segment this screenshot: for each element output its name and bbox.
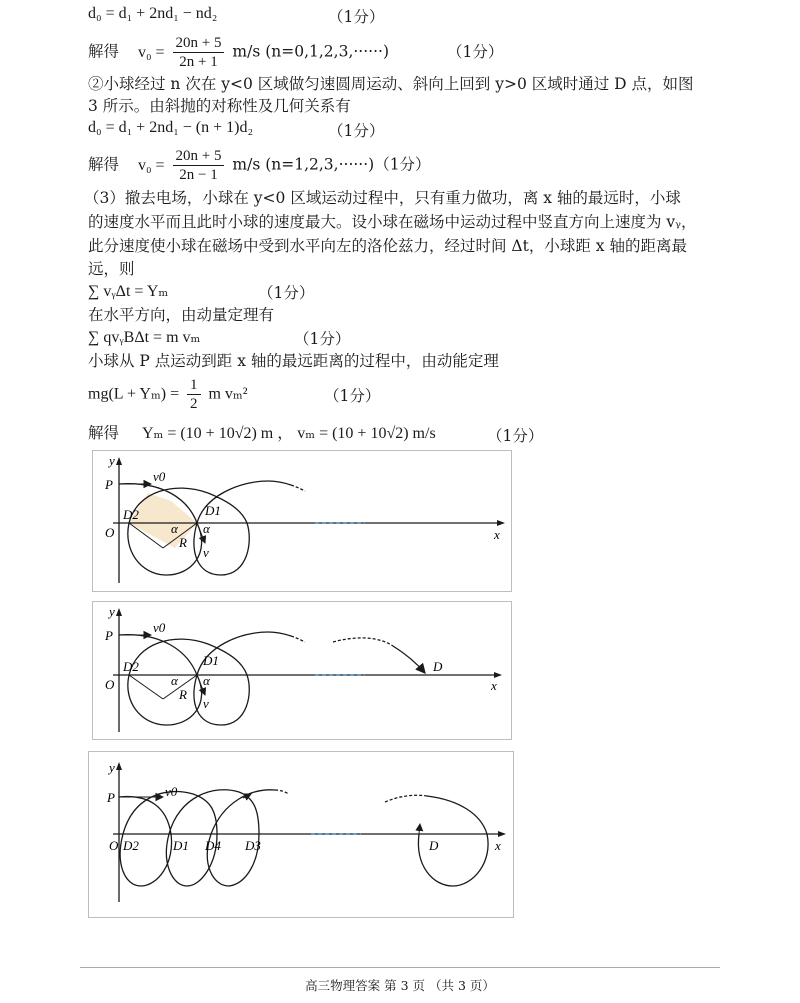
trajectory-continuation [291,485,305,491]
energy-rhs: m vₘ² [208,385,248,403]
fraction-denominator: 2 [190,396,198,412]
solution-prefix: 解得 [88,155,120,174]
score-mark: （1分） [328,8,385,26]
equation-momentum: ∑ qvᵧBΔt = m vₘ [88,329,201,346]
x-axis-label: x [491,678,497,693]
fraction-numerator: 20n + 5 [173,147,225,166]
origin-label: O [105,525,115,540]
solution-b [88,147,431,184]
score-mark: （1分） [487,427,544,445]
point-p-label: P [105,477,113,492]
part3-line-6: 小球从 P 点运动到距 x 轴的最远距离的过程中，由动能定理 [88,352,499,370]
figure-2 [92,601,512,740]
solution-prefix: 解得 [88,42,120,61]
fraction [173,34,225,71]
y-axis-label: y [109,604,115,619]
fraction [173,147,225,184]
x-axis-label: x [495,838,501,853]
origin-label: O [105,677,115,692]
v0-label: v0 [165,784,178,799]
radius-label: R [179,687,187,702]
velocity-label: v [203,545,209,560]
angle-label: α [171,673,178,688]
solution-tail: m/s (n=1,2,3,······)（1分） [232,155,431,174]
radius-label: R [179,535,187,550]
fraction-numerator: 1 [187,376,201,395]
part3-line-5: 在水平方向，由动量定理有 [88,306,275,324]
figure-3 [88,751,514,918]
fraction [187,376,201,413]
approach-dash [385,795,427,802]
angle-label: α [203,521,210,536]
approach-arrow [393,646,425,673]
page-footer: 高三物理答案 第 3 页 （共 3 页） [305,978,495,993]
solution-a [88,34,389,71]
point-d4-label: D4 [205,838,221,853]
x-axis-arrow-icon [498,831,506,837]
equation-d0-b: d₀ = d₁ + 2nd₁ − (n + 1)d₂ [88,119,254,136]
point-d3-label: D3 [245,838,261,853]
v0-label: v0 [153,469,166,484]
y-axis-label: y [109,453,115,468]
point-d2-label: D2 [123,659,139,674]
point-p-label: P [105,628,113,643]
x-axis-label: x [494,527,500,542]
point-d1-label: D1 [203,653,219,668]
solution-lhs: v₀ = [137,43,165,61]
y-axis-arrow-icon [116,457,122,465]
velocity-label: v [203,696,209,711]
part3-line-4: 远，则 [88,260,135,278]
solution-c [88,422,436,445]
solution-body: Yₘ = (10 + 10√2) m ， vₘ = (10 + 10√2) m/s [141,425,436,442]
angle-label: α [171,521,178,536]
point-p-label: P [107,790,115,805]
point-d2-label: D2 [123,507,139,522]
footer-rule [80,967,720,968]
solution-tail: m/s (n=0,1,2,3,······) [232,42,389,61]
point-d1-label: D1 [173,838,189,853]
v0-label: v0 [153,620,166,635]
final-arrow [419,824,420,834]
part3-line-3: 此分速度使小球在磁场中受到水平向左的洛伦兹力，经过时间 Δt，小球距 x 轴的距离最 [88,237,687,255]
trajectory-continuation [291,636,305,642]
fraction-denominator: 2n + 1 [179,54,218,70]
y-axis-arrow-icon [116,608,122,616]
case2-line-1: ②小球经过 n 次在 y<0 区域做匀速圆周运动、斜向上回到 y>0 区域时通过 D 点，如图 [88,75,694,93]
fraction-numerator: 20n + 5 [173,34,225,53]
solution-lhs: v₀ = [137,156,165,174]
fraction-denominator: 2n − 1 [179,167,218,183]
trajectory-continuation [275,790,289,794]
score-mark: （1分） [324,387,381,405]
equation-d0-a: d₀ = d₁ + 2nd₁ − nd₂ [88,5,218,22]
figure-1 [92,450,512,592]
point-d-label: D [429,838,439,853]
radius-line [129,675,163,699]
point-d1-label: D1 [205,503,221,518]
case2-line-2: 3 所示。由斜抛的对称性及几何关系有 [88,97,351,115]
equation-energy [88,376,248,413]
energy-lhs: mg(L + Yₘ) = [88,385,180,403]
solution-prefix: 解得 [88,424,120,442]
score-mark: （1分） [258,284,315,302]
y-axis-arrow-icon [116,762,122,770]
x-axis-arrow-icon [497,520,505,526]
origin-label: O [109,838,119,853]
point-d-label: D [433,659,443,674]
score-mark: （1分） [294,330,351,348]
part3-line-1: （3）撤去电场，小球在 y<0 区域运动过程中，只有重力做功，离 x 轴的最远时，小球 [84,189,681,207]
equation-sum-vy: ∑ vᵧΔt = Yₘ [88,283,169,300]
angle-label: α [203,673,210,688]
point-d2-label: D2 [123,838,139,853]
approach-dash [333,638,393,646]
score-mark: （1分） [328,122,385,140]
y-axis-label: y [109,760,115,775]
part3-line-2: 的速度水平而且此时小球的速度最大。设小球在磁场中运动过程中竖直方向上速度为 vᵧ， [88,213,697,231]
score-mark: （1分） [447,43,504,61]
